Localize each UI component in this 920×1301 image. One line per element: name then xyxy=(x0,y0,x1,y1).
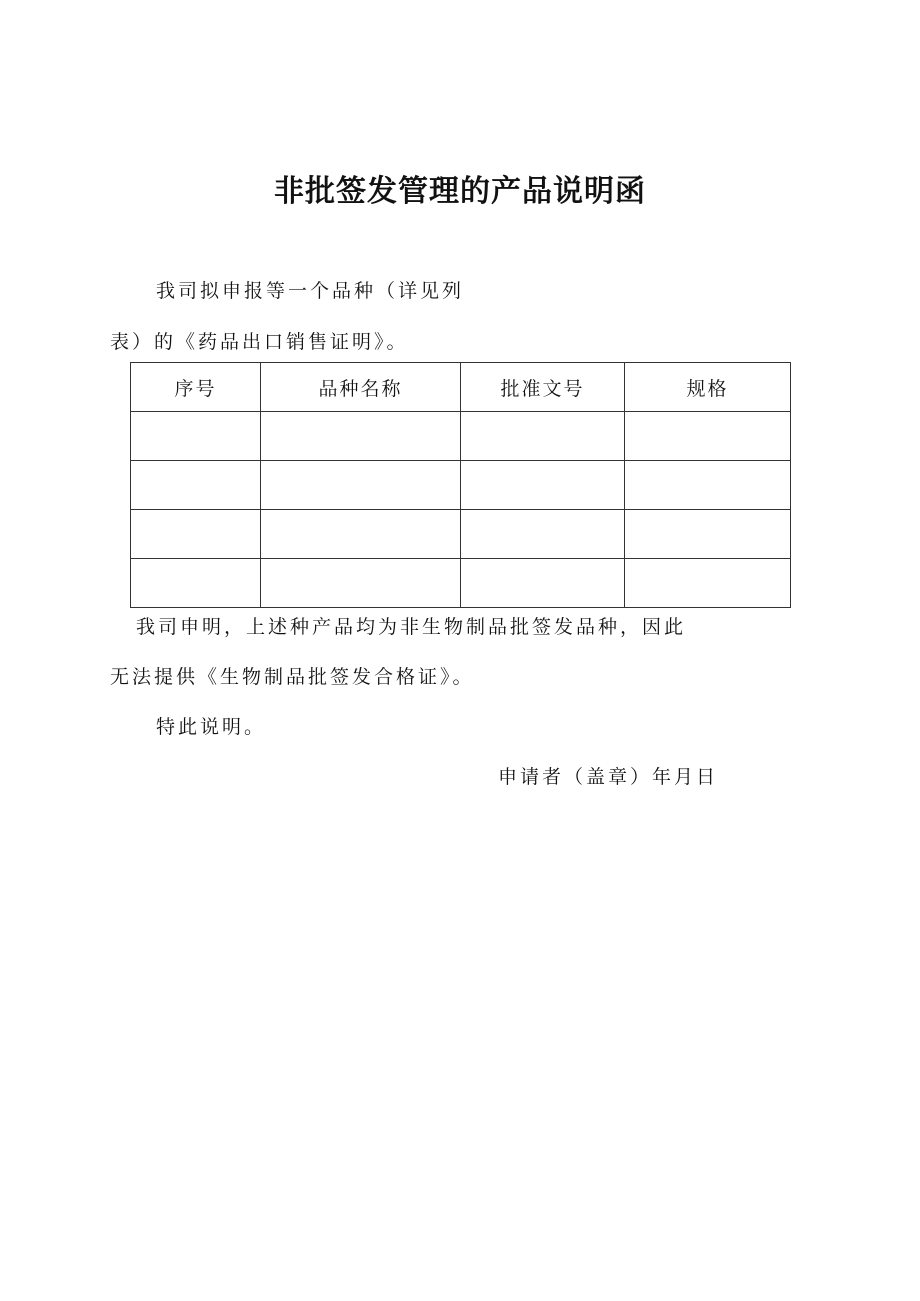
table-cell xyxy=(461,510,625,559)
table-cell xyxy=(261,461,461,510)
table-cell xyxy=(131,510,261,559)
table-cell xyxy=(461,559,625,608)
closing-statement: 特此说明。 xyxy=(156,716,267,738)
table-cell xyxy=(625,510,791,559)
table-cell xyxy=(461,461,625,510)
document-title: 非批签发管理的产品说明函 xyxy=(274,174,646,209)
table-row xyxy=(131,412,791,461)
paragraph-2-line-1: 我司申明，上述种产品均为非生物制品批签发品种，因此 xyxy=(136,616,687,638)
table-cell xyxy=(131,461,261,510)
table-cell xyxy=(261,559,461,608)
table-cell xyxy=(625,412,791,461)
header-product-name: 品种名称 xyxy=(261,363,461,412)
paragraph-1-line-1: 我司拟申报等一个品种（详见列 xyxy=(156,280,465,302)
table-cell xyxy=(131,559,261,608)
header-specification: 规格 xyxy=(625,363,791,412)
table-row xyxy=(131,559,791,608)
paragraph-2-line-2: 无法提供《生物制品批签发合格证》。 xyxy=(110,666,475,688)
product-table xyxy=(130,362,791,608)
signature-line: 申请者（盖章）年月日 xyxy=(498,766,719,788)
table-row xyxy=(131,461,791,510)
table-cell xyxy=(625,559,791,608)
table-cell xyxy=(625,461,791,510)
table-cell xyxy=(261,510,461,559)
paragraph-1-line-2: 表）的《药品出口销售证明》。 xyxy=(110,331,409,353)
table-header-row xyxy=(131,363,791,412)
table-row xyxy=(131,510,791,559)
table-cell xyxy=(261,412,461,461)
table-cell xyxy=(461,412,625,461)
table-cell xyxy=(131,412,261,461)
header-approval-number: 批准文号 xyxy=(461,363,625,412)
header-serial-number: 序号 xyxy=(131,363,261,412)
